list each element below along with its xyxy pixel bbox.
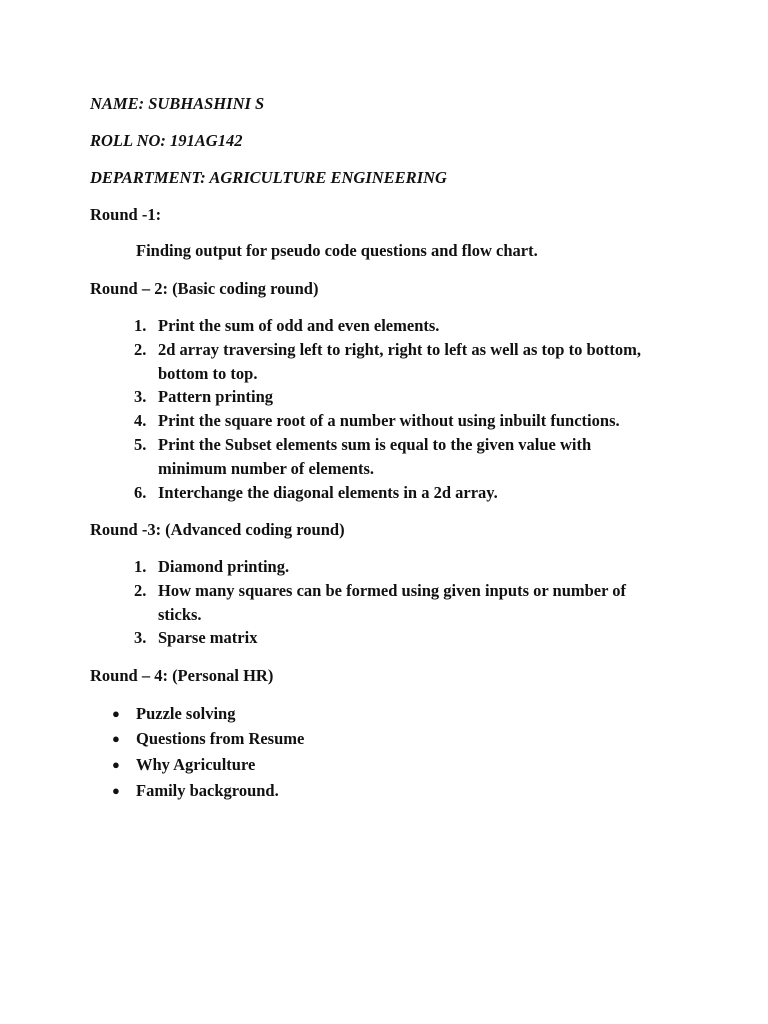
list-item-text: Print the square root of a number without using inbuilt functions.	[158, 411, 620, 430]
list-item-text: Pattern printing	[158, 387, 274, 406]
round-2-heading: Round – 2: (Basic coding round)	[90, 279, 319, 298]
list-item: Family background.	[136, 781, 279, 800]
list-item: Why Agriculture	[136, 755, 256, 774]
round-1-description: Finding output for pseudo code questions and flow chart.	[136, 241, 538, 260]
list-item-number: 4.	[134, 411, 147, 430]
bullet-icon: ●	[112, 783, 120, 798]
student-name: NAME: SUBHASHINI S	[90, 94, 265, 113]
bullet-icon: ●	[112, 731, 120, 746]
list-item-text: How many squares can be formed using given inputs or number of sticks.	[158, 581, 627, 624]
list-item-number: 1.	[134, 557, 147, 576]
list-item-number: 3.	[134, 387, 147, 406]
bullet-icon: ●	[112, 706, 120, 721]
round-4-heading: Round – 4: (Personal HR)	[90, 666, 274, 685]
bullet-icon: ●	[112, 757, 120, 772]
list-item-text: Print the Subset elements sum is equal to the given value with minimum number of elements.	[158, 435, 592, 478]
list-item-text: Interchange the diagonal elements in a 2d array.	[158, 483, 498, 502]
list-item-number: 2.	[134, 340, 147, 359]
list-item-text: Print the sum of odd and even elements.	[158, 316, 440, 335]
round-3-heading: Round -3: (Advanced coding round)	[90, 520, 345, 539]
department: DEPARTMENT: AGRICULTURE ENGINEERING	[90, 168, 447, 187]
list-item-text: Diamond printing.	[158, 557, 290, 576]
list-item-text: Sparse matrix	[158, 628, 258, 647]
list-item-number: 3.	[134, 628, 147, 647]
list-item: Questions from Resume	[136, 729, 305, 748]
round-1-heading: Round -1:	[90, 205, 162, 224]
list-item-text: 2d array traversing left to right, right to left as well as top to bottom, bottom to top.	[158, 340, 641, 383]
list-item-number: 1.	[134, 316, 147, 335]
roll-number: ROLL NO: 191AG142	[90, 131, 243, 150]
list-item-number: 2.	[134, 581, 147, 600]
list-item: Puzzle solving	[136, 704, 236, 723]
list-item-number: 6.	[134, 483, 147, 502]
list-item-number: 5.	[134, 435, 147, 454]
